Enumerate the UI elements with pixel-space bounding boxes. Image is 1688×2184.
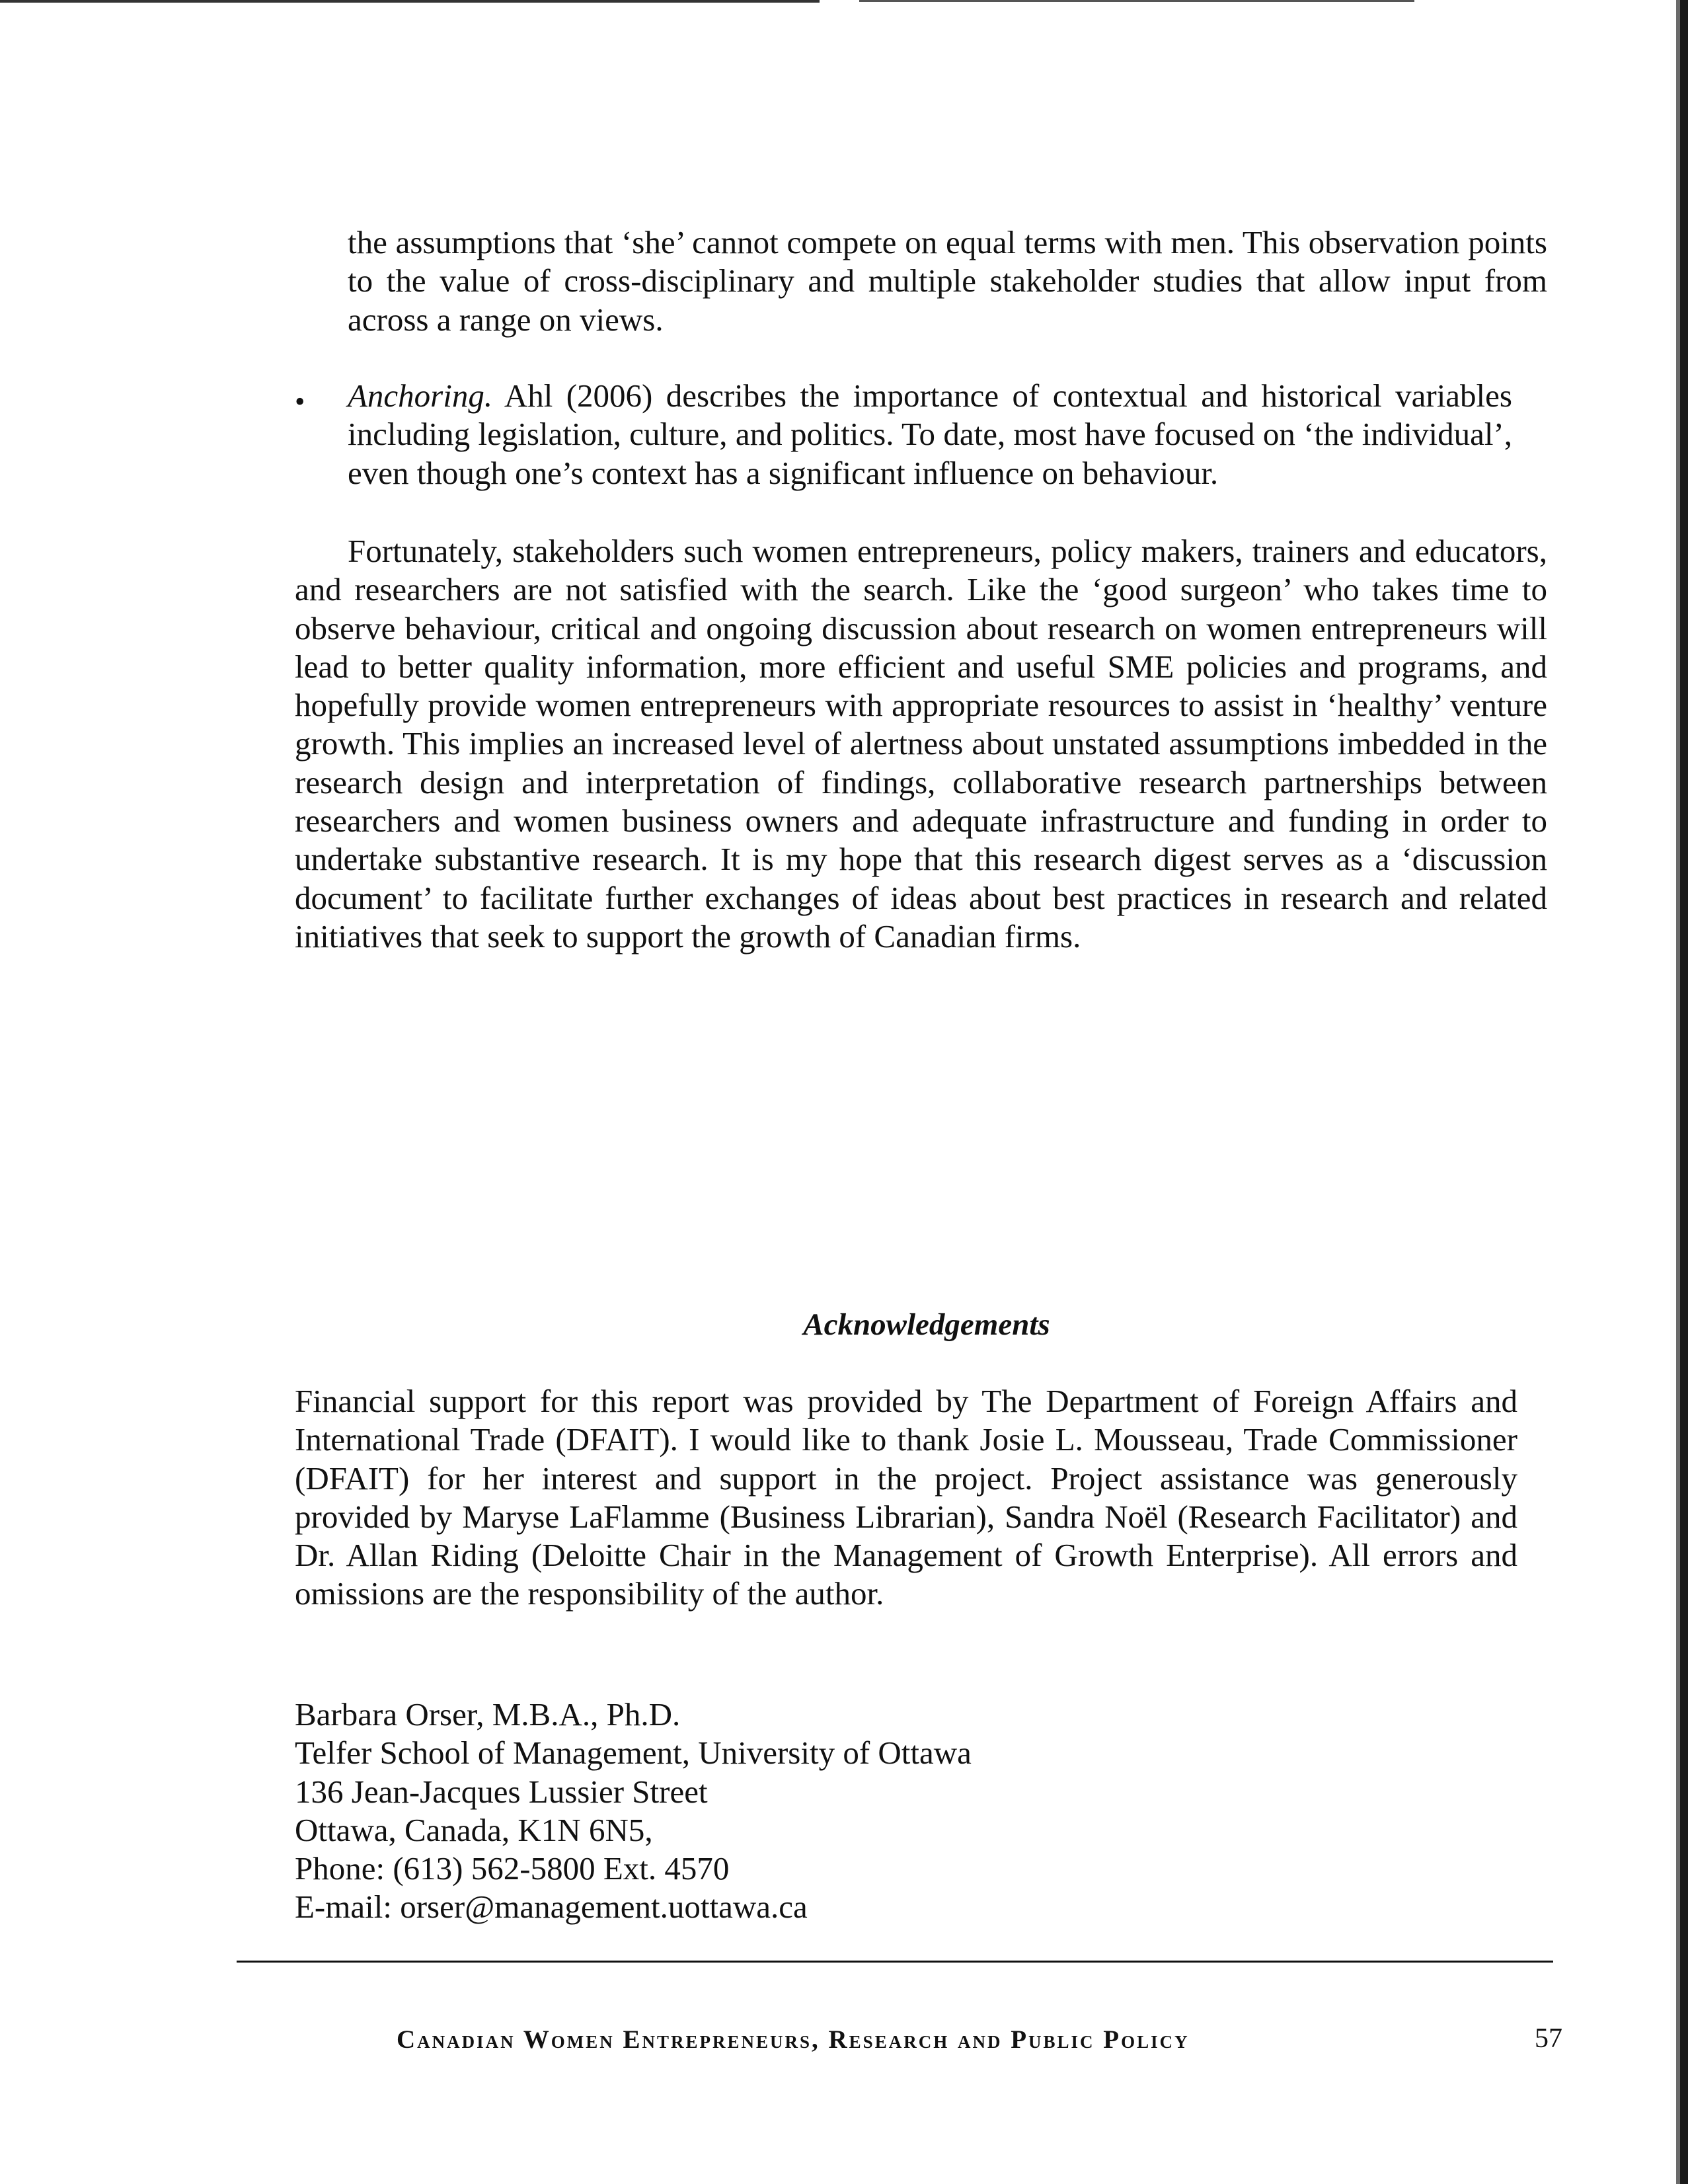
author-address-block <box>295 1696 972 1927</box>
acknowledgements-heading: Acknowledgements <box>803 1307 1050 1342</box>
conclusion-paragraph: Fortunately, stakeholders such women entrepreneurs, policy makers, trainers and educators, and researchers are not satisfied with the search. Like the ‘good surgeon’ who takes time to observe behaviour, critical and ongoing discussion about research on women entrepreneurs will lead to better quality information, more efficient and useful SME policies and programs, and hopefully provide women entrepreneurs with appropriate resources to assist in ‘healthy’ venture growth. This implies an increased level of alertness about unstated assumptions imbedded in the research design and interpretation of findings, collaborative research partnerships between researchers and women business owners and adequate infrastructure and funding in order to undertake substantive research. It is my hope that this research digest serves as a ‘discussion document’ to facilitate further exchanges of ideas about best practices in research and related initiatives that seek to support the growth of Canadian firms. <box>295 533 1547 955</box>
author-street: 136 Jean-Jacques Lussier Street <box>295 1773 708 1810</box>
footer-rule <box>237 1961 1553 1963</box>
acknowledgements-paragraph: Financial support for this report was provided by The Department of Foreign Affairs and International Trade (DFAIT). I would like to thank Josie L. Mousseau, Trade Commissioner (DFAIT) for her interest and support in the project. Project assistance was generously provided by Maryse LaFlamme (Business Librarian), Sandra Noël (Research Facilitator) and Dr. Allan Riding (Deloitte Chair in the Management of Growth Enterprise). All errors and omissions are the responsibility of the author. <box>295 1383 1517 1612</box>
continuation-paragraph: the assumptions that ‘she’ cannot compete on equal terms with men. This observation points to the value of cross-disciplinary and multiple stakeholder studies that allow input from across a range on views. <box>348 224 1547 338</box>
anchoring-text: Ahl (2006) describes the importance of contextual and historical variables including legislation, culture, and politics. To date, most have focused on ‘the individual’, even though one’s context has a significant influence on behaviour. <box>348 377 1512 491</box>
top-scan-rule <box>0 0 820 3</box>
top-scan-rule-right <box>859 0 1414 2</box>
author-email: E-mail: orser@management.uottawa.ca <box>295 1889 808 1926</box>
page-number: 57 <box>1535 2023 1562 2054</box>
anchoring-lead: Anchoring. <box>348 377 493 414</box>
scan-edge <box>1680 0 1688 2184</box>
bullet-marker: • <box>295 385 305 418</box>
author-name: Barbara Orser, M.B.A., Ph.D. <box>295 1696 681 1733</box>
author-institution: Telfer School of Management, University of Ottawa <box>295 1735 972 1772</box>
author-phone: Phone: (613) 562-5800 Ext. 4570 <box>295 1850 730 1887</box>
author-city: Ottawa, Canada, K1N 6N5, <box>295 1811 653 1848</box>
anchoring-bullet-paragraph <box>348 377 1512 492</box>
footer-title: Canadian Women Entrepreneurs, Research and Public Policy <box>397 2025 1190 2054</box>
